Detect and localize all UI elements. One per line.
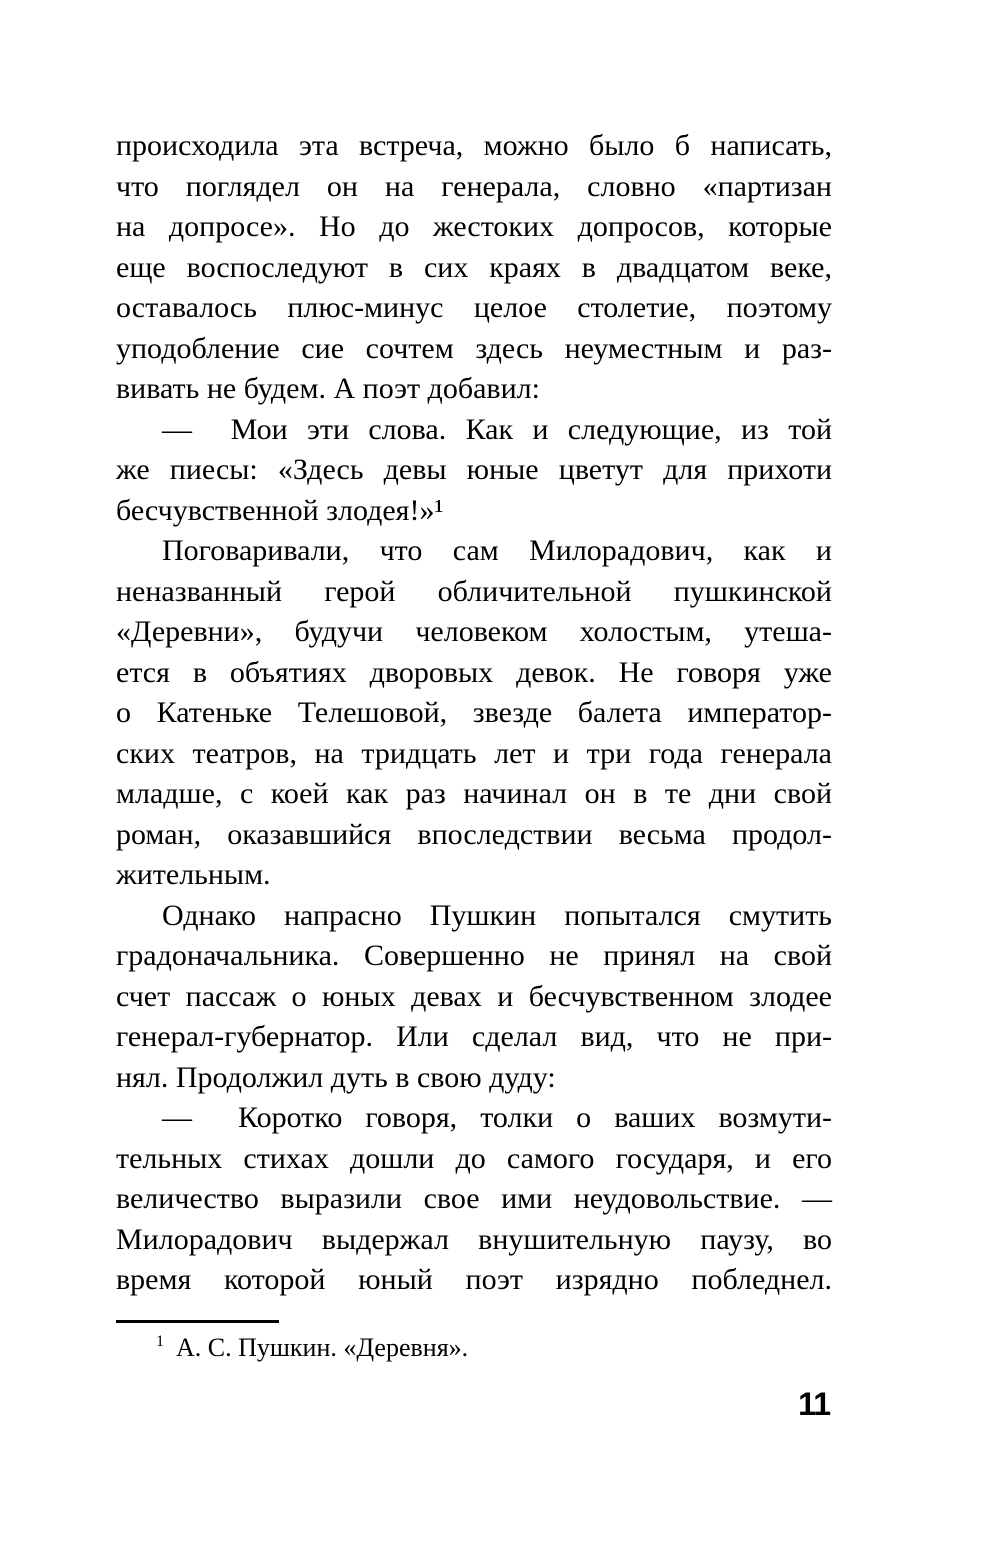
text-line: — Коротко говоря, толки о ваших возмути-: [162, 1101, 832, 1134]
text-line: «Деревни», будучи человеком холостым, утеша-: [116, 615, 832, 648]
footnote-line: [116, 1331, 832, 1364]
footnote-marker: 1: [156, 1333, 164, 1351]
text-line: ских театров, на тридцать лет и три года генерала: [116, 736, 832, 770]
footnote: [116, 1320, 832, 1364]
text-line: величество выразили свое ими неудовольствие. —: [116, 1182, 832, 1215]
text-line: Милорадович выдержал внушительную паузу, во: [116, 1222, 832, 1256]
text-line: о Катеньке Телешовой, звезде балета император-: [116, 696, 832, 729]
text-line: генерал-губернатор. Или сделал вид, что не при-: [116, 1020, 832, 1053]
text-line: еще воспоследуют в сих краях в двадцатом веке,: [116, 250, 832, 284]
text-line: счет пассаж о юных девах и бесчувственном злодее: [116, 979, 832, 1013]
text-line: градоначальника. Совершенно не принял на свой: [116, 939, 832, 972]
text-line: что поглядел он на генерала, словно «партизан: [116, 169, 832, 203]
page-number: 11: [798, 1386, 830, 1422]
text-line: Поговаривали, что сам Милорадович, как и: [162, 534, 832, 567]
footnote-separator: [116, 1320, 279, 1323]
text-line: нял. Продолжил дуть в свою дуду:: [116, 1060, 556, 1094]
text-line: же пиесы: «Здесь девы юные цветут для прихоти: [116, 453, 832, 486]
text-line: роман, оказавшийся впоследствии весьма продол-: [116, 817, 832, 851]
footnote-text: А. С. Пушкин. «Деревня».: [176, 1333, 469, 1362]
text-line: оставалось плюс-минус целое столетие, поэтому: [116, 291, 832, 324]
text-line: Однако напрасно Пушкин попытался смутить: [162, 898, 832, 932]
text-line: вивать не будем. А поэт добавил:: [116, 372, 540, 405]
text-line: время которой юный поэт изрядно побледнел.: [116, 1263, 832, 1296]
text-line: ется в объятиях дворовых девок. Не говоря уже: [116, 655, 832, 689]
text-line: уподобление сие сочтем здесь неуместным и раз-: [116, 331, 832, 365]
text-line: происходила эта встреча, можно было б написать,: [116, 129, 832, 162]
page-text: [116, 126, 832, 1301]
text-line: бесчувственной злодея!»¹: [116, 493, 444, 527]
text-line: тельных стихах дошли до самого государя, и его: [116, 1141, 832, 1175]
text-line: неназванный герой обличительной пушкинской: [116, 574, 832, 608]
text-line: младше, с коей как раз начинал он в те дни свой: [116, 777, 832, 810]
text-line: — Мои эти слова. Как и следующие, из той: [162, 412, 832, 446]
text-line: жительным.: [116, 858, 271, 891]
text-line: на допросе». Но до жестоких допросов, которые: [116, 210, 832, 243]
